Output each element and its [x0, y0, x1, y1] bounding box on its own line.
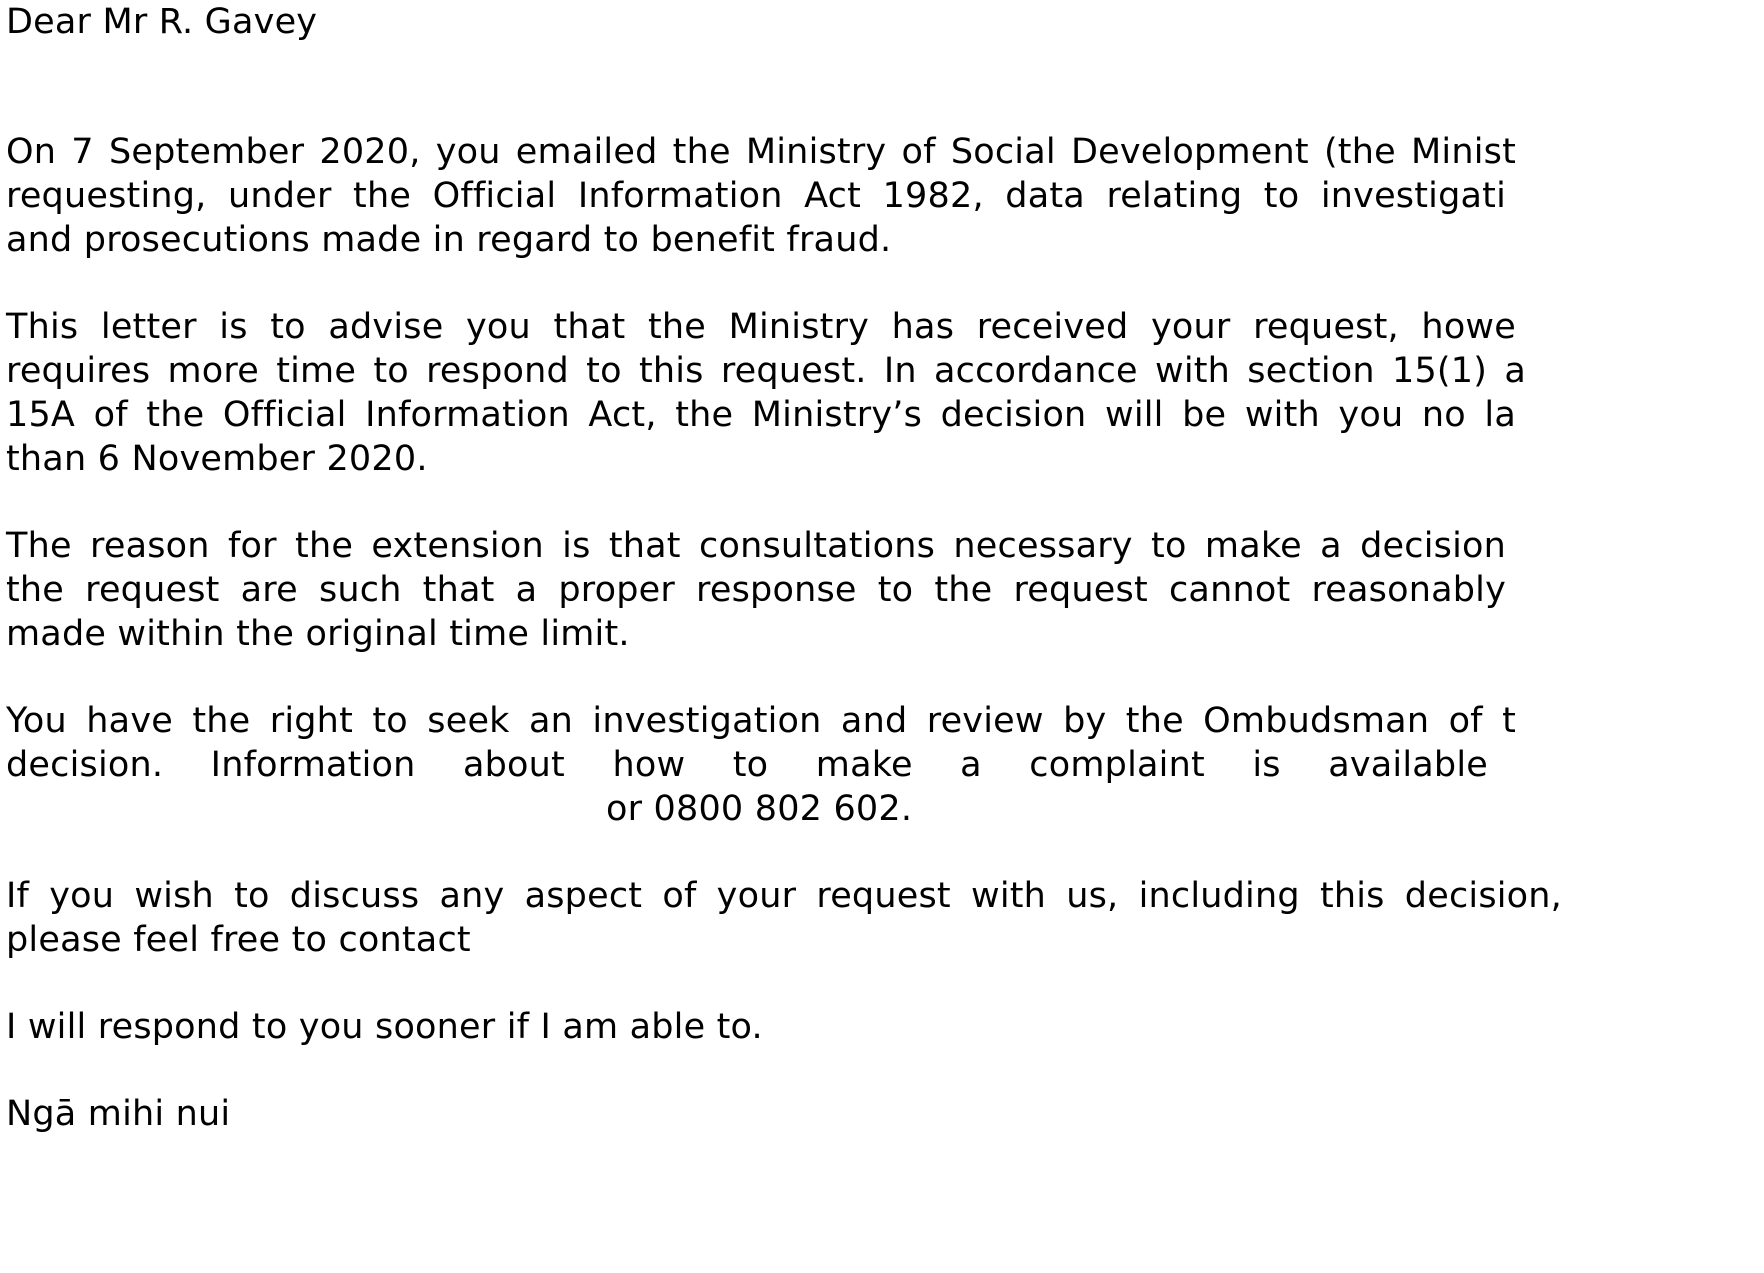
signoff: Ngā mihi nui [6, 1094, 231, 1134]
paragraph-5-line-1: If you wish to discuss any aspect of your request with us, including this decision, [6, 876, 1562, 916]
paragraph-5-line-2: please feel free to contact [6, 920, 471, 960]
paragraph-3-line-1: The reason for the extension is that consultations necessary to make a decision [6, 526, 1506, 566]
paragraph-4-line-2: decision. Information about how to make a complaint is available [6, 745, 1488, 785]
paragraph-6-line-1: I will respond to you sooner if I am able to. [6, 1007, 763, 1047]
paragraph-4-line-3: or 0800 802 602. [606, 789, 913, 829]
paragraph-2-line-3: 15A of the Official Information Act, the Ministry’s decision will be with you no la [6, 395, 1516, 435]
paragraph-2-line-1: This letter is to advise you that the Ministry has received your request, howe [6, 307, 1516, 347]
salutation: Dear Mr R. Gavey [6, 2, 318, 42]
paragraph-1-line-3: and prosecutions made in regard to benefit fraud. [6, 220, 892, 260]
paragraph-1-line-1: On 7 September 2020, you emailed the Ministry of Social Development (the Minist [6, 132, 1516, 172]
paragraph-3-line-2: the request are such that a proper response to the request cannot reasonably [6, 570, 1506, 610]
paragraph-2-line-2: requires more time to respond to this request. In accordance with section 15(1) a [6, 351, 1526, 391]
paragraph-2-line-4: than 6 November 2020. [6, 439, 428, 479]
paragraph-1-line-2: requesting, under the Official Information Act 1982, data relating to investigati [6, 176, 1506, 216]
paragraph-3-line-3: made within the original time limit. [6, 614, 630, 654]
paragraph-4-line-1: You have the right to seek an investigation and review by the Ombudsman of t [6, 701, 1516, 741]
